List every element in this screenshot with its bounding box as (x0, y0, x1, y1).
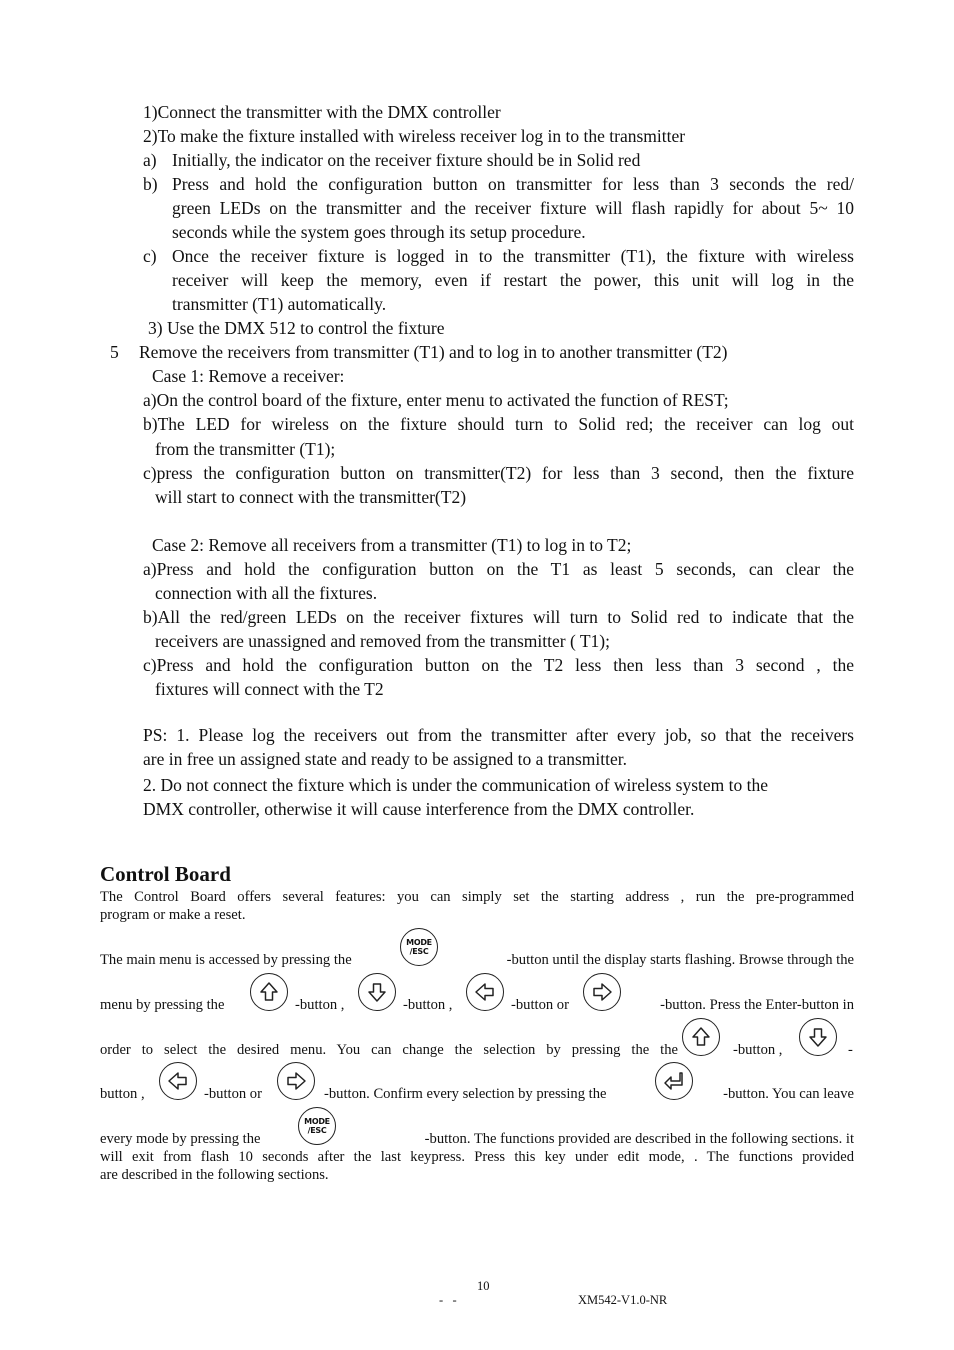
footer-dashes: - - (439, 1293, 457, 1307)
step-3: 3) Use the DMX 512 to control the fixture (148, 318, 445, 338)
ps-2-line1: 2. Do not connect the fixture which is under the communication of wireless system to the (143, 775, 768, 795)
ps-2-line2: DMX controller, otherwise it will cause interference from the DMX controller. (143, 799, 695, 819)
list-item-c-line3: transmitter (T1) automatically. (172, 294, 387, 314)
list-item-a: Initially, the indicator on the receiver fixture should be in Solid red (172, 150, 641, 170)
case-1-b-line2: from the transmitter (T1); (155, 439, 336, 459)
r7-text: are described in the following sections. (100, 1167, 329, 1183)
left-arrow-icon (159, 1062, 197, 1100)
case-2-a-line2: connection with all the fixtures. (155, 583, 378, 603)
left-arrow-icon (466, 973, 504, 1011)
r2-text-c: -button , (403, 997, 453, 1013)
mode-esc-icon (298, 1107, 336, 1145)
r2-text-e: -button. Press the Enter-button in (660, 997, 854, 1013)
page-number: 10 (477, 1279, 490, 1293)
mode-label: MODE (406, 938, 432, 947)
down-arrow-icon (358, 973, 396, 1011)
intro-line1: The Control Board offers several features: you can simply set the starting address , run the pre-programmed (100, 889, 854, 905)
up-arrow-icon (250, 973, 288, 1011)
ps-1-line1: PS: 1. Please log the receivers out from the transmitter after every job, so that the receivers (143, 725, 854, 745)
case-1-b-line1: b)The LED for wireless on the fixture should turn to Solid red; the receiver can log out (143, 414, 854, 434)
list-item-b-line1: Press and hold the configuration button on transmitter for less than 3 seconds the red/ (172, 174, 854, 194)
case-1-c-line2: will start to connect with the transmitter(T2) (155, 487, 467, 507)
section-title: Remove the receivers from transmitter (T1) and to log in to another transmitter (T2) (139, 342, 728, 362)
r1-text-a: The main menu is accessed by pressing the (100, 952, 352, 968)
document-id: XM542-V1.0-NR (578, 1293, 668, 1307)
r4-text-d: -button. You can leave (723, 1086, 854, 1102)
list-item-c-line2: receiver will keep the memory, even if restart the power, this unit will log in the (172, 270, 854, 290)
r5-text-a: every mode by pressing the (100, 1131, 261, 1147)
case-1-a: a)On the control board of the fixture, enter menu to activated the function of REST; (143, 390, 729, 410)
esc-label: /ESC (307, 1126, 327, 1135)
control-board-heading: Control Board (100, 862, 231, 886)
list-item-b-line3: seconds while the system goes through its setup procedure. (172, 222, 586, 242)
r3-text-c: - (848, 1042, 853, 1058)
r4-text-c: -button. Confirm every selection by pressing the (324, 1086, 607, 1102)
r3-text-b: -button , (733, 1042, 783, 1058)
list-item-b-line2: green LEDs on the transmitter and the receiver fixture will flash rapidly for about 5~ 10 (172, 198, 854, 218)
mode-esc-icon (400, 928, 438, 966)
up-arrow-icon (682, 1018, 720, 1056)
intro-line2: program or make a reset. (100, 907, 246, 923)
case-1-c-line1: c)press the configuration button on transmitter(T2) for less than 3 second, then the fixture (143, 463, 854, 483)
esc-label: /ESC (409, 947, 429, 956)
enter-icon (655, 1062, 693, 1100)
case-2-b-line1: b)All the red/green LEDs on the receiver fixtures will turn to Solid red to indicate that the (143, 607, 854, 627)
r4-text-a: button , (100, 1086, 145, 1102)
down-arrow-icon (799, 1018, 837, 1056)
case-2-heading: Case 2: Remove all receivers from a transmitter (T1) to log in to T2; (152, 535, 632, 555)
right-arrow-icon (583, 973, 621, 1011)
case-2-c-line1: c)Press and hold the configuration button on the T2 less then less than 3 second , the (143, 655, 854, 675)
r2-text-a: menu by pressing the (100, 997, 225, 1013)
r6-text: will exit from flash 10 seconds after the last keypress. Press this key under edit mode, . The functions provided (100, 1149, 854, 1165)
case-2-a-line1: a)Press and hold the configuration button on the T1 as least 5 seconds, can clear the (143, 559, 854, 579)
list-label-a: a) (143, 150, 157, 170)
r2-text-b: -button , (295, 997, 345, 1013)
r1-text-b: -button until the display starts flashing. Browse through the (506, 952, 854, 968)
section-number: 5 (110, 342, 119, 362)
case-1-heading: Case 1: Remove a receiver: (152, 366, 345, 386)
right-arrow-icon (277, 1062, 315, 1100)
mode-label: MODE (304, 1117, 330, 1126)
r5-text-b: -button. The functions provided are described in the following sections. it (424, 1131, 854, 1147)
list-label-c: c) (143, 246, 157, 266)
step-1: 1)Connect the transmitter with the DMX controller (143, 102, 501, 122)
case-2-b-line2: receivers are unassigned and removed from the transmitter ( T1); (155, 631, 610, 651)
r3-text-a: order to select the desired menu. You can change the selection by pressing the the (100, 1042, 678, 1058)
list-item-c-line1: Once the receiver fixture is logged in to the transmitter (T1), the fixture with wireless (172, 246, 854, 266)
r4-text-b: -button or (204, 1086, 262, 1102)
step-2: 2)To make the fixture installed with wireless receiver log in to the transmitter (143, 126, 686, 146)
r2-text-d: -button or (511, 997, 569, 1013)
list-label-b: b) (143, 174, 158, 194)
case-2-c-line2: fixtures will connect with the T2 (155, 679, 384, 699)
ps-1-line2: are in free un assigned state and ready to be assigned to a transmitter. (143, 749, 628, 769)
